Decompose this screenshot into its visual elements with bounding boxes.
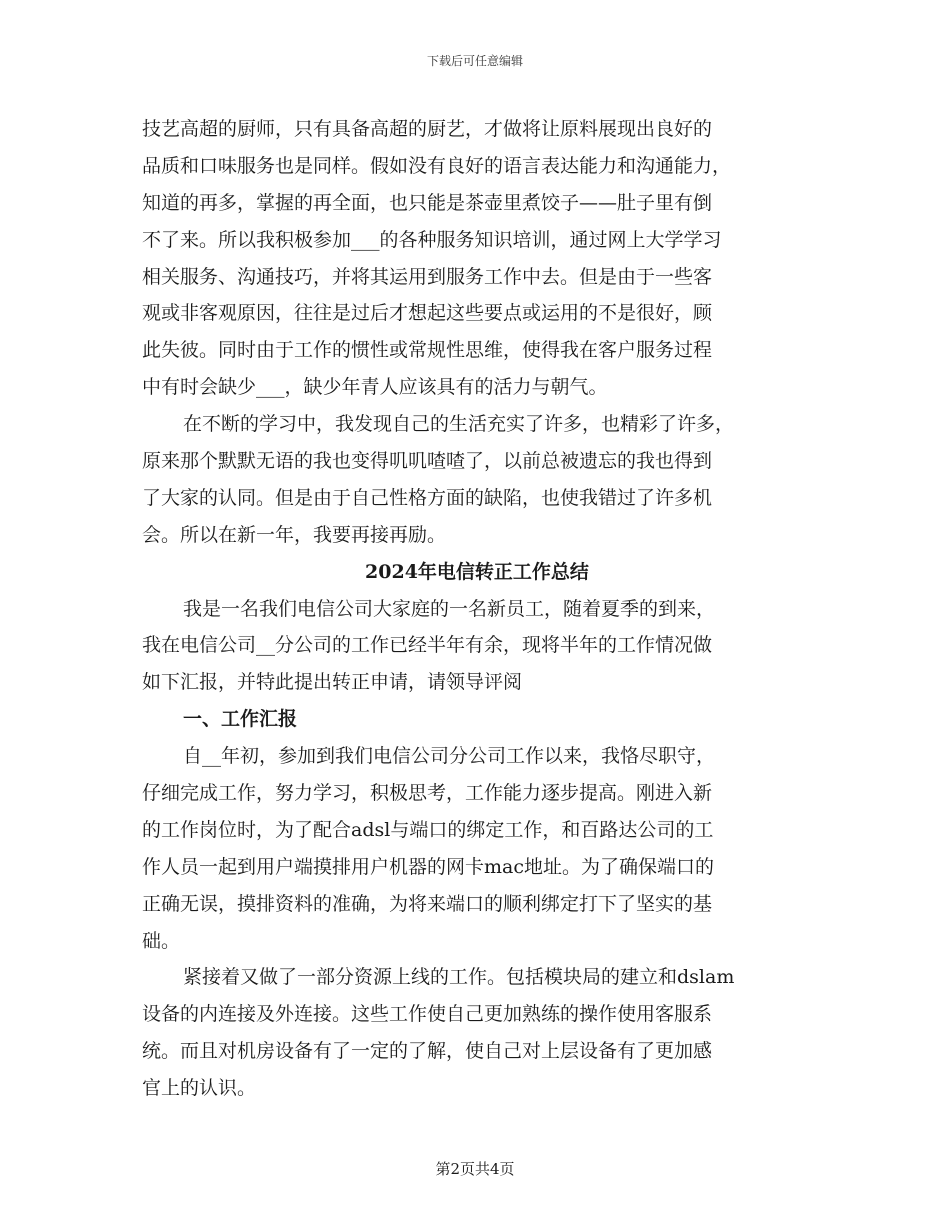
paragraph-start-line: 自__年初，参加到我们电信公司分公司工作以来，我恪尽职守， — [183, 745, 716, 768]
body-line: 此失彼。同时由于工作的惯性或常规性思维，使得我在客户服务过程 — [142, 339, 713, 362]
section-heading: 一、工作汇报 — [183, 708, 298, 731]
body-line: 我在电信公司__分公司的工作已经半年有余，现将半年的工作情况做 — [142, 634, 713, 657]
body-line: 相关服务、沟通技巧，并将其运用到服务工作中去。但是由于一些客 — [142, 265, 713, 288]
body-line: 统。而且对机房设备有了一定的了解，使自己对上层设备有了更加感 — [142, 1040, 713, 1063]
body-line: 正确无误，摸排资料的准确，为将来端口的顺利绑定打下了坚实的基 — [142, 892, 713, 915]
page-header: 下载后可任意编辑 — [426, 54, 523, 68]
body-line: 观或非客观原因，往往是过后才想起这些要点或运用的不是很好，顾 — [142, 302, 713, 325]
body-line: 中有时会缺少___，缺少年青人应该具有的活力与朝气。 — [142, 376, 608, 399]
body-line: 础。 — [142, 929, 181, 952]
body-line: 不了来。所以我积极参加___的各种服务知识培训，通过网上大学学习 — [142, 228, 722, 251]
paragraph-start-line: 在不断的学习中，我发现自己的生活充实了许多，也精彩了许多， — [183, 413, 735, 436]
page-footer: 第2页共4页 — [435, 1160, 515, 1178]
body-line: 技艺高超的厨师，只有具备高超的厨艺，才做将让原料展现出良好的 — [142, 118, 713, 140]
body-line: 知道的再多，掌握的再全面，也只能是茶壶里煮饺子——肚子里有倒 — [142, 191, 713, 214]
body-line: 原来那个默默无语的我也变得叽叽喳喳了，以前总被遗忘的我也得到 — [142, 450, 713, 473]
body-line: 官上的认识。 — [142, 1077, 257, 1100]
paragraph-start-line: 我是一名我们电信公司大家庭的一名新员工，随着夏季的到来， — [183, 597, 716, 620]
body-line: 会。所以在新一年，我要再接再励。 — [142, 523, 447, 546]
body-line: 了大家的认同。但是由于自己性格方面的缺陷，也使我错过了许多机 — [142, 486, 713, 509]
document-body — [142, 111, 812, 1107]
document-title: 2024年电信转正工作总结 — [365, 560, 589, 583]
body-line: 如下汇报，并特此提出转正申请，请领导评阅 — [142, 671, 523, 694]
body-line: 设备的内连接及外连接。这些工作使自己更加熟练的操作使用客服系 — [142, 1003, 713, 1026]
body-line: 仔细完成工作，努力学习，积极思考，工作能力逐步提高。刚进入新 — [142, 782, 713, 805]
body-line: 作人员一起到用户端摸排用户机器的网卡mac地址。为了确保端口的 — [142, 855, 714, 878]
paragraph-start-line: 紧接着又做了一部分资源上线的工作。包括模块局的建立和dslam — [183, 966, 735, 989]
body-line: 的工作岗位时，为了配合adsl与端口的绑定工作，和百路达公司的工 — [142, 818, 714, 841]
body-line: 品质和口味服务也是同样。假如没有良好的语言表达能力和沟通能力， — [142, 154, 732, 177]
